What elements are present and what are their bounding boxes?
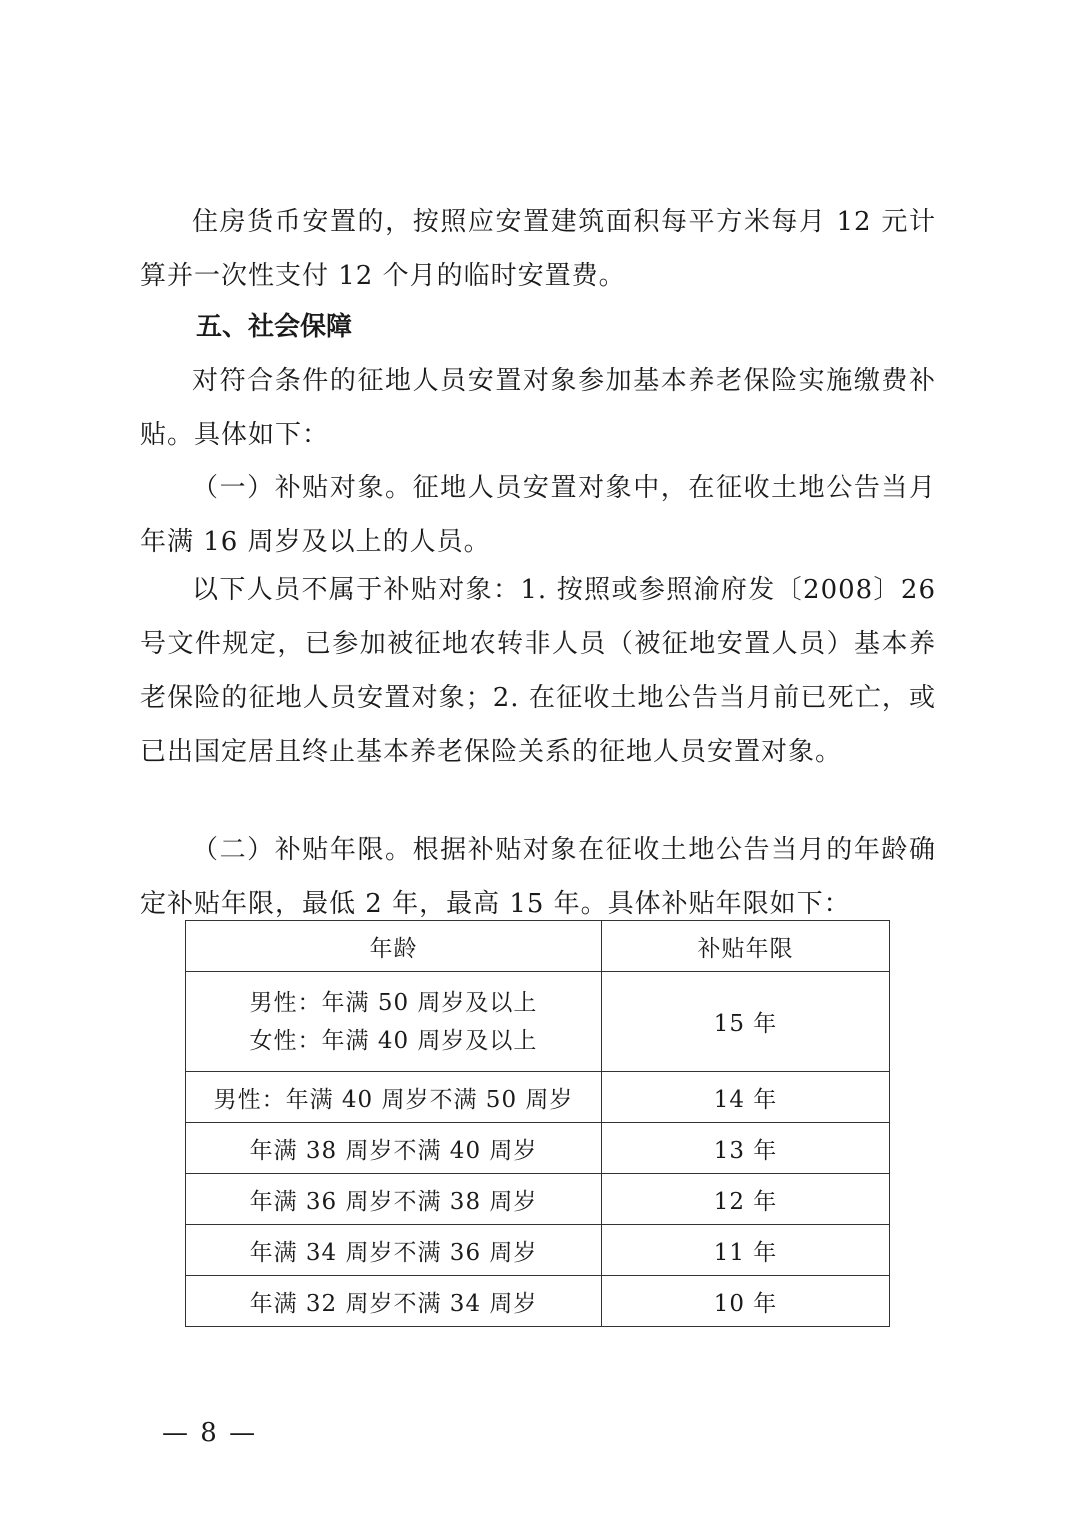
table-row <box>186 1123 890 1174</box>
table-row <box>186 972 890 1072</box>
table-cell-years: 14 年 <box>602 1072 890 1123</box>
table-cell-age: 男性：年满 40 周岁不满 50 周岁 <box>186 1072 602 1123</box>
table-header-row <box>186 921 890 972</box>
subsidy-years-label: （二）补贴年限。 <box>192 835 413 865</box>
page-number: — 8 — <box>162 1418 258 1448</box>
table-row <box>186 1276 890 1327</box>
table-cell-years: 13 年 <box>602 1123 890 1174</box>
paragraph-subsidy-target <box>140 461 936 569</box>
subsidy-target-text: 征地人员安置对象中，在征收土地公告当月年满 16 周岁及以上的人员。 <box>140 473 936 557</box>
table-row <box>186 1225 890 1276</box>
table-cell-age-line2: 女性：年满 40 周岁及以上 <box>249 1027 538 1054</box>
paragraph-social-security-intro: 对符合条件的征地人员安置对象参加基本养老保险实施缴费补贴。具体如下： <box>140 366 936 450</box>
subsidy-years-table <box>185 920 889 1327</box>
table-cell-age: 年满 34 周岁不满 36 周岁 <box>186 1225 602 1276</box>
paragraph-subsidy-years <box>140 823 936 931</box>
table-row <box>186 1072 890 1123</box>
table-cell-age: 年满 36 周岁不满 38 周岁 <box>186 1174 602 1225</box>
table-header-age: 年龄 <box>186 921 602 972</box>
section-heading-social-security: 五、社会保障 <box>196 312 353 342</box>
subsidy-target-label: （一）补贴对象。 <box>192 473 413 503</box>
paragraph-temporary-resettlement: 住房货币安置的，按照应安置建筑面积每平方米每月 12 元计算并一次性支付 12 个月的临时安置费。 <box>140 207 936 291</box>
table-cell-years: 11 年 <box>602 1225 890 1276</box>
table-row <box>186 1174 890 1225</box>
table-cell-years: 15 年 <box>602 972 890 1072</box>
table-cell-age-line1: 男性：年满 50 周岁及以上 <box>249 989 538 1016</box>
table-header-years: 补贴年限 <box>602 921 890 972</box>
table-cell-years: 12 年 <box>602 1174 890 1225</box>
table-cell-age: 年满 32 周岁不满 34 周岁 <box>186 1276 602 1327</box>
paragraph-excluded-persons: 以下人员不属于补贴对象：1. 按照或参照渝府发〔2008〕26 号文件规定，已参加被征地农转非人员（被征地安置人员）基本养老保险的征地人员安置对象；2. 在征收土地公告当月前已死亡，或已出国定居且终止基本养老保险关系的征地人员安置对象。 <box>140 575 936 767</box>
table-cell-years: 10 年 <box>602 1276 890 1327</box>
subsidy-years-text: 根据补贴对象在征收土地公告当月的年龄确定补贴年限，最低 2 年，最高 15 年。具体补贴年限如下： <box>140 835 936 919</box>
table-cell-age <box>186 972 602 1072</box>
table-cell-age: 年满 38 周岁不满 40 周岁 <box>186 1123 602 1174</box>
